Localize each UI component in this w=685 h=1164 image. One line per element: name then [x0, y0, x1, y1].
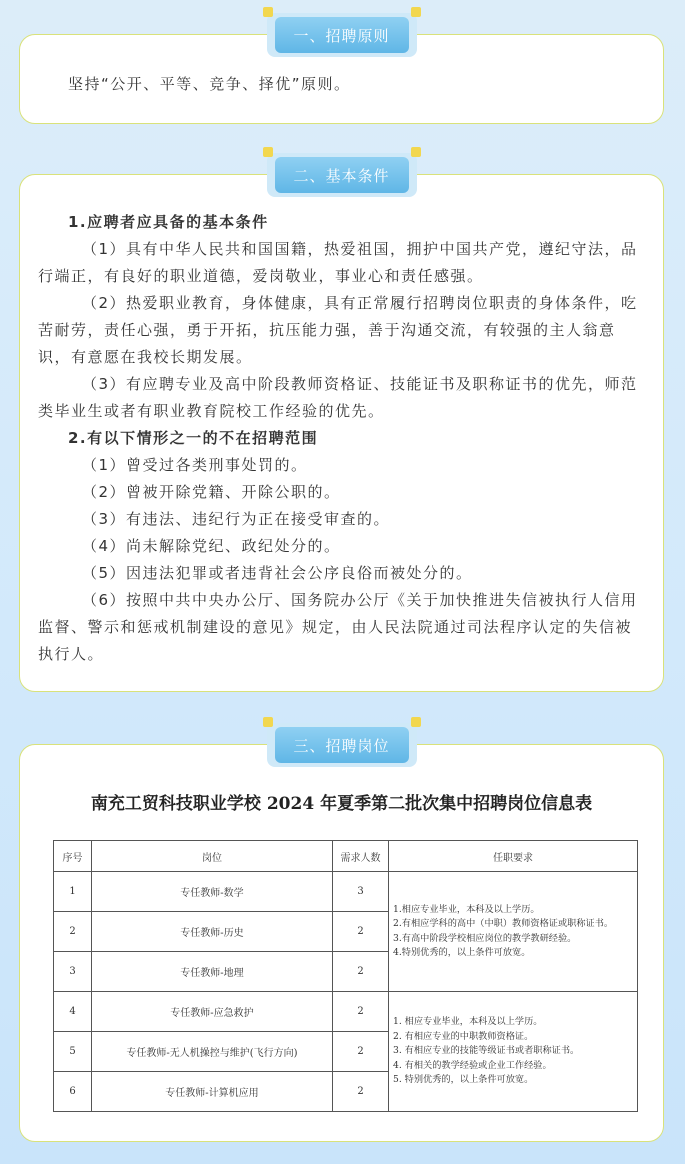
cell-count: 2: [333, 1032, 389, 1072]
exclusion-item: （1）曾受过各类刑事处罚的。: [82, 456, 308, 474]
cell-post: 专任教师-无人机操控与维护(飞行方向): [92, 1032, 333, 1072]
exclusion-item: （2）曾被开除党籍、开除公职的。: [82, 483, 341, 501]
requirement-line: 2. 有相应专业的中职教师资格证。: [393, 1030, 534, 1042]
cell-post: 专任教师-历史: [92, 912, 333, 952]
positions-table: [53, 840, 638, 1112]
cell-count: 2: [333, 1072, 389, 1112]
table-title: 南充工贸科技职业学校 2024 年夏季第二批次集中招聘岗位信息表: [90, 794, 593, 814]
cell-count: 2: [333, 952, 389, 992]
table-row: [54, 872, 638, 912]
principle-text: 坚持“公开、平等、竞争、择优”原则。: [68, 75, 351, 93]
table-header-row: [54, 841, 638, 872]
tab-decoration: [411, 147, 421, 157]
cell-count: 2: [333, 912, 389, 952]
section-heading: 一、招聘原则: [275, 17, 409, 53]
subheading-exclusions: 2.有以下情形之一的不在招聘范围: [68, 429, 319, 447]
cell-no: 6: [54, 1072, 92, 1112]
cell-no: 4: [54, 992, 92, 1032]
exclusion-item: （5）因违法犯罪或者违背社会公序良俗而被处分的。: [82, 564, 473, 582]
cell-no: 1: [54, 872, 92, 912]
requirement-line: 1. 相应专业毕业，本科及以上学历。: [393, 1016, 543, 1028]
cell-post: 专任教师-计算机应用: [92, 1072, 333, 1112]
cell-requirements: [389, 992, 638, 1112]
tab-decoration: [263, 147, 273, 157]
cell-count: 2: [333, 992, 389, 1032]
cell-post: 专任教师-地理: [92, 952, 333, 992]
requirement-line: 4.特别优秀的，以上条件可放宽。: [393, 947, 531, 958]
condition-item: （1）具有中华人民共和国国籍，热爱祖国，拥护中国共产党，遵纪守法，品行端正，有良好的职业道德，爱岗敬业，事业心和责任感强。: [38, 240, 638, 285]
exclusion-item: （6）按照中共中央办公厅、国务院办公厅《关于加快推进失信被执行人信用监督、警示和惩戒机制建设的意见》规定，由人民法院通过司法程序认定的失信被执行人。: [38, 591, 638, 663]
section-card-conditions: [19, 166, 664, 692]
requirement-line: 4. 有相关的教学经验或企业工作经验。: [393, 1059, 552, 1071]
tab-decoration: [411, 717, 421, 727]
cell-no: 5: [54, 1032, 92, 1072]
exclusion-item: （4）尚未解除党纪、政纪处分的。: [82, 537, 341, 555]
section-card-positions: [19, 736, 664, 1142]
requirement-line: 5. 特别优秀的，以上条件可放宽。: [393, 1074, 534, 1086]
requirement-line: 3. 有相应专业的技能等级证书或者职称证书。: [393, 1045, 580, 1057]
exclusion-item: （3）有违法、违纪行为正在接受审查的。: [82, 510, 391, 528]
col-header-count: 需求人数: [333, 841, 389, 872]
requirement-line: 1.相应专业毕业，本科及以上学历。: [393, 903, 540, 915]
table-row: [54, 992, 638, 1032]
section-heading: 三、招聘岗位: [275, 727, 409, 763]
section-tab: [267, 153, 417, 197]
col-header-post: 岗位: [92, 841, 333, 872]
cell-count: 3: [333, 872, 389, 912]
requirement-line: 3.有高中阶段学校相应岗位的教学教研经验。: [393, 932, 577, 944]
requirement-line: 2.有相应学科的高中（中职）教师资格证或职称证书。: [393, 918, 614, 929]
cell-no: 2: [54, 912, 92, 952]
section-tab: [267, 13, 417, 57]
condition-item: （3）有应聘专业及高中阶段教师资格证、技能证书及职称证书的优先，师范类毕业生或者有职业教育院校工作经验的优先。: [38, 375, 638, 420]
tab-decoration: [411, 7, 421, 17]
cell-no: 3: [54, 952, 92, 992]
col-header-no: 序号: [54, 841, 92, 872]
condition-item: （2）热爱职业教育，身体健康，具有正常履行招聘岗位职责的身体条件，吃苦耐劳，责任心强，勇于开拓，抗压能力强，善于沟通交流，有较强的主人翁意识，有意愿在我校长期发展。: [38, 294, 638, 366]
section-heading: 二、基本条件: [275, 157, 409, 193]
cell-post: 专任教师-应急救护: [92, 992, 333, 1032]
subheading-basic-conditions: 1.应聘者应具备的基本条件: [68, 213, 269, 231]
section-tab: [267, 723, 417, 767]
cell-post: 专任教师-数学: [92, 872, 333, 912]
tab-decoration: [263, 7, 273, 17]
col-header-requirements: 任职要求: [389, 841, 638, 872]
tab-decoration: [263, 717, 273, 727]
cell-requirements: [389, 872, 638, 992]
section-card-principle: [19, 26, 664, 124]
